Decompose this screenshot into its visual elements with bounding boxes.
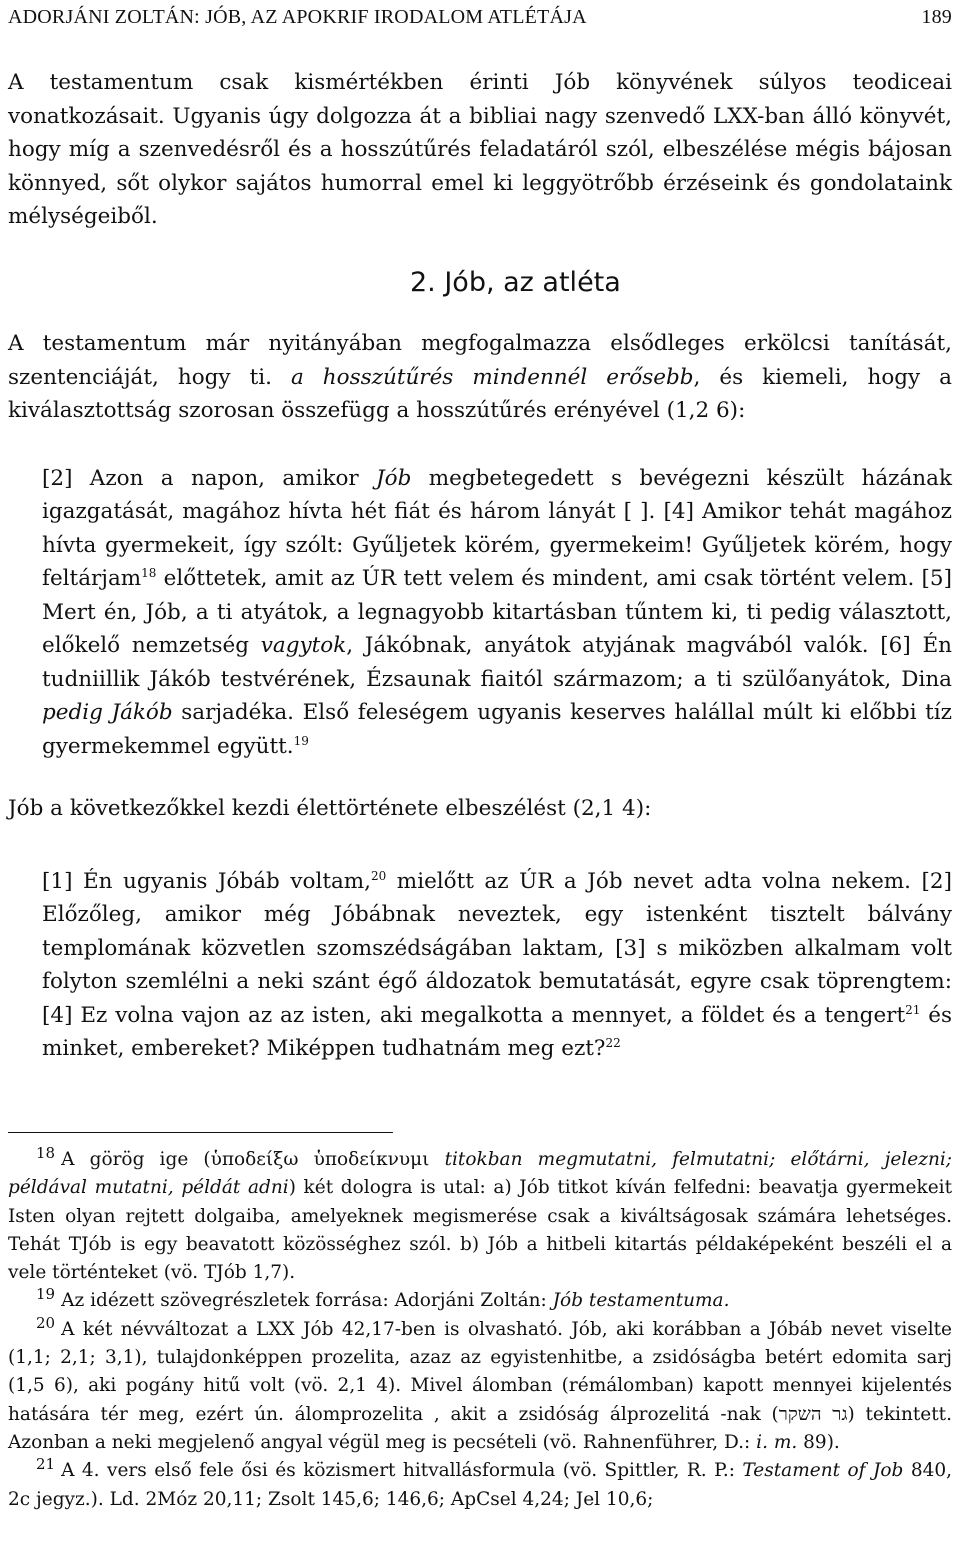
footnotes [8,1143,953,1514]
section-text-italic: a hosszútűrés mindennél erősebb [290,364,694,390]
footnote-text: 89). [797,1431,840,1453]
block-quote-1 [42,440,952,785]
quote1-italic-job: Jób [376,465,412,491]
footnote-text: A 4. vers első fele ősi és közismert hitvallásformula (vö. Spittler, R. P.: [61,1460,743,1482]
footnote-italic: Testament of Job [742,1460,904,1482]
footnote-italic: titokban megmutatni, felmutatni; előtárni, jelezni; példával mutatni, példát adni [8,1149,953,1199]
quote1-italic-vagytok: vagytok [260,633,347,658]
footnote-ref-22[interactable]: 22 [605,1035,621,1050]
footnote-italic: Jób testamentuma. [552,1290,730,1312]
quote2-part2: mielőtt az ÚR a Jób nevet adta volna nekem. [2] Előzőleg, amikor még Jóbábnak neveztek, egy istenként tisztelt bálvány templomának közvetlen szomszédságában laktam, [3] s miközben alkalmam volt folyton szemlélni a neki szánt égő áldozatok bemutatását, egyre csak töprengtem: [4] Ez volna vajon az az isten, aki megalkotta a mennyet, a földet és a tengert [42,868,952,1028]
footnote-20 [8,1313,952,1457]
footnote-21 [8,1457,952,1514]
section-paragraph [8,327,952,428]
running-header [8,6,952,29]
footnote-number: 19 [36,1285,56,1304]
quote1-italic-pedig-jakob: pedig Jákób [42,700,173,725]
block-quote-2 [42,843,952,1087]
section-text-start: A testamentum már nyitányában megfogalmazza elsődleges erkölcsi tanítását, szentenciáját, hogy ti. [8,331,952,390]
footnote-number: 21 [36,1455,56,1474]
footnote-ref-19[interactable]: 19 [293,733,309,748]
footnote-text: A görög ige (ὑποδείξω ὑποδείκνυμι [61,1149,445,1170]
running-title: ADORJÁNI ZOLTÁN: JÓB, AZ APOKRIF IRODALOM ATLÉTÁJA [8,6,587,28]
footnote-separator [8,1132,393,1133]
quote1-part3: előttetek, amit az ÚR tett velem és mindent, ami csak történt velem. [5] Mert én, Jób, a ti atyátok, a legnagyobb kitartásban tűntem ki, ti pedig választott, előkelő nemzetség [42,566,952,658]
footnote-italic: i. m. [756,1431,798,1453]
quote1-part2: megbetegedett s bevégezni készült házának igazgatását, magához hívta hét fiát és három lányát [ ]. [4] Amikor tehát magához hívta gyermekeit, így szólt: Gyűljetek körém, gyermekeim! Gyűljetek körém, hogy feltárjam [42,465,952,591]
section-heading: 2. Jób, az atléta [410,267,621,298]
footnote-text: 840, 2c jegyz.). Ld. 2Móz 20,11; Zsolt 145,6; 146,6; ApCsel 4,24; Jel 10,6; [8,1460,953,1510]
transition-paragraph [8,792,952,826]
footnote-text: ) két dologra is utal: a) Jób titkot kíván felfedni: beavatja gyermekeit Isten olyan rejtett dolgaiba, amelyeknek megismerése csak a kiváltságosak számára lehetséges. Tehát TJób is egy beavatott közösséghez szól. b) Jób a hitbeli kitartás példaképeként beszéli el a vele történteket (vö. TJób 1,7). [8,1177,952,1284]
footnote-ref-18[interactable]: 18 [141,565,157,580]
quote2-part3: és minket, embereket? Miképpen tudhatnám meg ezt? [42,1002,953,1061]
footnote-ref-20[interactable]: 20 [371,868,387,883]
footnote-ref-21[interactable]: 21 [905,1002,921,1017]
quote1-part1: [2] Azon a napon, amikor [42,465,377,491]
footnote-number: 18 [36,1143,56,1162]
quote1-part4: , Jákóbnak, anyátok atyjának magvából valók. [6] Én tudniillik Jákób testvérének, Ézsaunak fiaitól származom; a ti szülőanyátok, Dina [42,633,953,692]
hebrew-term: גר השקר [778,1403,848,1425]
page-number: 189 [921,6,952,28]
footnote-text: Az idézett szövegrészletek forrása: Adorjáni Zoltán: [61,1290,553,1312]
transition-text: Jób a következőkkel kezdi élettörténete elbeszélést (2,1 4): [8,796,652,821]
footnote-number: 20 [36,1313,56,1332]
intro-paragraph [8,66,952,234]
footnote-19 [8,1287,952,1315]
quote1-part5: sarjadéka. Első feleségem ugyanis keserves halállal múlt ki előbbi tíz gyermekemmel együtt. [42,700,952,759]
footnote-text: ) tekintett. Azonban a neki megjelenő angyal végül meg is pecsételi (vö. Rahnenführer, D.: [8,1403,952,1453]
intro-text: A testamentum csak kismértékben érinti Jób könyvének súlyos teodiceai vonatkozásait. Ugyanis úgy dolgozza át a bibliai nagy szenvedő LXX-ban álló könyvét, hogy míg a szenvedésről és a hosszútűrés feladatáról szól, elbeszélése mégis bájosan könnyed, sőt olykor sajátos humorral emel ki leggyötrőbb érzéseink és gondolataink mélységeiből. [8,70,952,229]
footnote-text: A két névváltozat a LXX Jób 42,17-ben is olvasható. Jób, aki korábban a Jóbáb nevet viselte (1,1; 2,1; 3,1), tulajdonképpen prozelita, azaz az egyistenhitbe, a zsidóságba betért edomita sarj (1,5 6), aki pogány hitű volt (vö. 2,1 4). Mivel álomban (rémálomban) kapott mennyei kijelentés hatására tér meg, ezért ún. álomprozelita , akit a zsidóság álprozelitá -nak ( [8,1318,952,1425]
quote2-part1: [1] Én ugyanis Jóbáb voltam, [42,868,371,894]
footnote-18 [8,1143,953,1287]
section-text-end: , és kiemeli, hogy a kiválasztottság szorosan összefügg a hosszútűrés erényével (1,2 6): [8,364,953,423]
